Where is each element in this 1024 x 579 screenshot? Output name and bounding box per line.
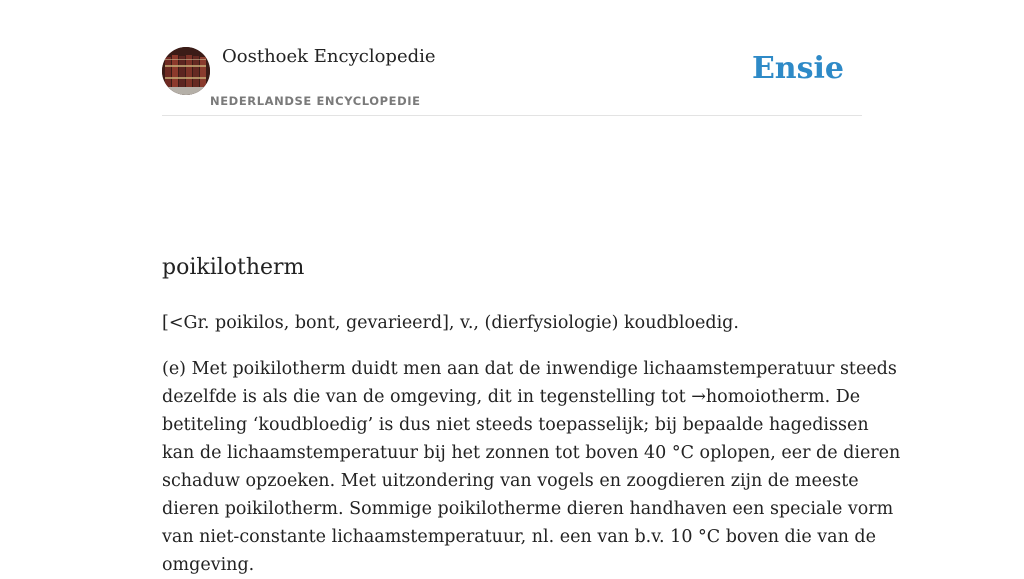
ensie-brand-logo[interactable]: Ensie — [751, 51, 844, 86]
site-subtitle: NEDERLANDSE ENCYCLOPEDIE — [210, 94, 421, 108]
page — [162, 0, 901, 575]
body-line: betiteling ‘koudbloedig’ is dus niet steeds toepasselijk; bij bepaalde hagedissen — [162, 415, 869, 435]
site-title-link[interactable]: Oosthoek Encyclopedie — [222, 46, 436, 67]
article-body — [162, 355, 901, 579]
article-definition: [<Gr. poikilos, bont, gevarieerd], v., (dierfysiologie) koudbloedig. — [162, 313, 739, 333]
body-line: schaduw opzoeken. Met uitzondering van vogels en zoogdieren zijn de meeste — [162, 471, 859, 491]
site-header — [162, 0, 862, 116]
body-line: kan de lichaamstemperatuur bij het zonnen tot boven 40 °C oplopen, eer de dieren — [162, 443, 901, 463]
body-line: van niet-constante lichaamstemperatuur, nl. een van b.v. 10 °C boven die van de — [162, 527, 876, 547]
encyclopedia-books-icon[interactable] — [162, 47, 210, 95]
body-line: omgeving. — [162, 555, 255, 575]
body-line-text: . De — [824, 387, 861, 407]
body-line — [162, 383, 862, 411]
homoiotherm-crossref-link[interactable]: →homoiotherm — [691, 387, 825, 407]
body-line: dieren poikilotherm. Sommige poikilotherme dieren handhaven een speciale vorm — [162, 499, 894, 519]
article-headword: poikilotherm — [162, 255, 305, 280]
body-line-text: dezelfde is als die van de omgeving, dit in tegenstelling tot — [162, 387, 692, 407]
body-line: (e) Met poikilotherm duidt men aan dat de inwendige lichaamstemperatuur steeds — [162, 359, 897, 379]
